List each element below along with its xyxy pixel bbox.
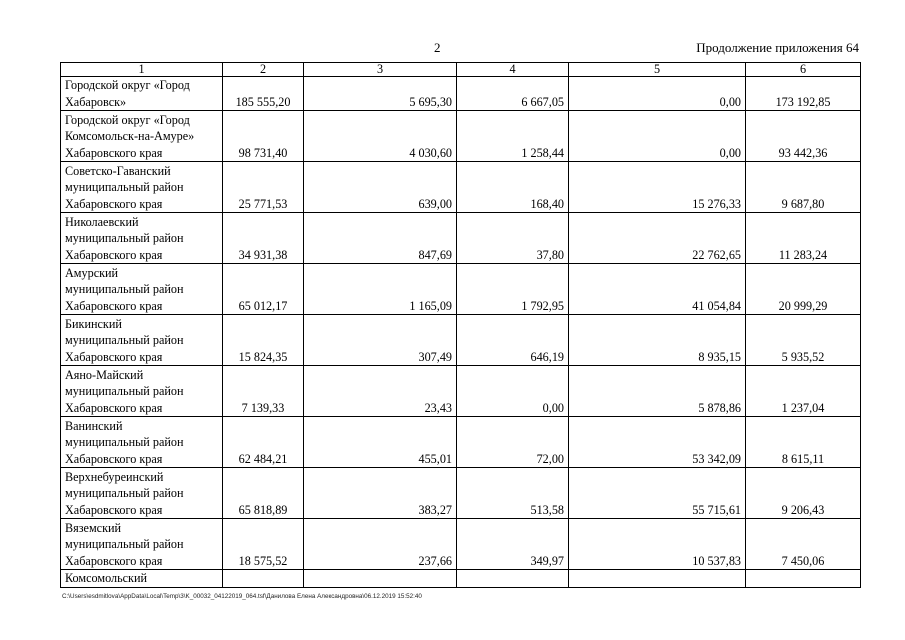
municipality-name-line: муниципальный район — [65, 486, 184, 500]
value-cell: 173 192,85 — [746, 77, 861, 111]
table-row — [61, 162, 861, 213]
municipality-name-line: Советско-Гаванский — [65, 163, 171, 178]
municipality-name-line: Хабаровского края — [65, 145, 163, 160]
table-row — [61, 111, 861, 162]
value-cell: 62 484,21 — [223, 417, 304, 468]
municipality-name-line: Амурский — [65, 265, 119, 280]
value-cell: 4 030,60 — [304, 111, 457, 162]
value-cell: 9 687,80 — [746, 162, 861, 213]
column-header: 3 — [304, 63, 457, 77]
value-cell: 0,00 — [457, 366, 569, 417]
value-cell: 383,27 — [304, 468, 457, 519]
value-cell: 98 731,40 — [223, 111, 304, 162]
municipality-name-line: Городской округ «Город — [65, 112, 190, 127]
table-row — [61, 417, 861, 468]
value-cell: 72,00 — [457, 417, 569, 468]
value-cell: 847,69 — [304, 213, 457, 264]
value-cell: 7 139,33 — [223, 366, 304, 417]
municipality-name-line: муниципальный район — [65, 282, 184, 296]
table-row — [61, 366, 861, 417]
continuation-label: Продолжение приложения 64 — [696, 40, 859, 55]
municipality-name-line: Хабаровск» — [65, 94, 127, 109]
value-cell: 20 999,29 — [746, 264, 861, 315]
municipality-name-cell — [61, 213, 223, 264]
value-cell: 455,01 — [304, 417, 457, 468]
value-cell: 646,19 — [457, 315, 569, 366]
value-cell: 6 667,05 — [457, 77, 569, 111]
municipality-name-cell — [61, 417, 223, 468]
value-cell: 168,40 — [457, 162, 569, 213]
municipality-name-line: Хабаровского края — [65, 553, 163, 568]
column-header: 4 — [457, 63, 569, 77]
table-row — [61, 264, 861, 315]
municipality-name-line: Хабаровского края — [65, 502, 163, 517]
table-row — [61, 77, 861, 111]
page-number: 2 — [434, 40, 441, 55]
value-cell: 18 575,52 — [223, 519, 304, 570]
empty-cell — [457, 570, 569, 588]
municipality-name-line: Комсомольск-на-Амуре» — [65, 129, 195, 143]
value-cell: 10 537,83 — [569, 519, 746, 570]
table-row — [61, 468, 861, 519]
municipality-name-line: Хабаровского края — [65, 400, 163, 415]
value-cell: 22 762,65 — [569, 213, 746, 264]
value-cell: 1 258,44 — [457, 111, 569, 162]
municipality-name-cell — [61, 315, 223, 366]
value-cell: 5 695,30 — [304, 77, 457, 111]
value-cell: 1 165,09 — [304, 264, 457, 315]
municipality-name-line: Николаевский — [65, 214, 139, 229]
value-cell: 8 935,15 — [569, 315, 746, 366]
municipality-name-line: Хабаровского края — [65, 247, 163, 262]
value-cell: 0,00 — [569, 77, 746, 111]
empty-cell — [223, 570, 304, 588]
value-cell: 5 935,52 — [746, 315, 861, 366]
municipality-name-cell — [61, 468, 223, 519]
column-header: 2 — [223, 63, 304, 77]
data-table — [60, 62, 861, 588]
value-cell: 23,43 — [304, 366, 457, 417]
empty-cell — [569, 570, 746, 588]
empty-cell — [746, 570, 861, 588]
municipality-name-cell — [61, 77, 223, 111]
municipality-name-line: Хабаровского края — [65, 298, 163, 313]
municipality-name-line: Ванинский — [65, 418, 123, 433]
table-row — [61, 519, 861, 570]
municipality-name-line: муниципальный район — [65, 180, 184, 194]
value-cell: 513,58 — [457, 468, 569, 519]
table-row — [61, 213, 861, 264]
value-cell: 9 206,43 — [746, 468, 861, 519]
value-cell: 1 792,95 — [457, 264, 569, 315]
value-cell: 93 442,36 — [746, 111, 861, 162]
municipality-name-line: муниципальный район — [65, 384, 184, 398]
municipality-name-line: Вяземский — [65, 520, 122, 535]
municipality-name-line: Городской округ «Город — [65, 78, 190, 92]
value-cell: 41 054,84 — [569, 264, 746, 315]
empty-cell — [304, 570, 457, 588]
municipality-name-line: муниципальный район — [65, 333, 184, 347]
column-header: 5 — [569, 63, 746, 77]
value-cell: 307,49 — [304, 315, 457, 366]
municipality-name-cell — [61, 111, 223, 162]
column-header: 6 — [746, 63, 861, 77]
value-cell: 349,97 — [457, 519, 569, 570]
municipality-name-cell: Комсомольский — [61, 570, 223, 588]
value-cell: 15 824,35 — [223, 315, 304, 366]
municipality-name-line: муниципальный район — [65, 435, 184, 449]
value-cell: 0,00 — [569, 111, 746, 162]
municipality-name-line: Верхнебуреинский — [65, 469, 164, 484]
column-header: 1 — [61, 63, 223, 77]
value-cell: 25 771,53 — [223, 162, 304, 213]
municipality-name-line: Хабаровского края — [65, 349, 163, 364]
municipality-name-line: муниципальный район — [65, 231, 184, 245]
value-cell: 237,66 — [304, 519, 457, 570]
municipality-name-cell — [61, 366, 223, 417]
table-row — [61, 570, 861, 588]
municipality-name-line: муниципальный район — [65, 537, 184, 551]
municipality-name-line: Хабаровского края — [65, 196, 163, 211]
value-cell: 1 237,04 — [746, 366, 861, 417]
value-cell: 65 012,17 — [223, 264, 304, 315]
municipality-name-line: Хабаровского края — [65, 451, 163, 466]
municipality-name-cell — [61, 264, 223, 315]
value-cell: 639,00 — [304, 162, 457, 213]
value-cell: 15 276,33 — [569, 162, 746, 213]
value-cell: 5 878,86 — [569, 366, 746, 417]
value-cell: 65 818,89 — [223, 468, 304, 519]
municipality-name-cell — [61, 162, 223, 213]
value-cell: 11 283,24 — [746, 213, 861, 264]
municipality-name-line: Бикинский — [65, 316, 122, 331]
value-cell: 53 342,09 — [569, 417, 746, 468]
table-row — [61, 315, 861, 366]
column-number-row — [61, 63, 861, 77]
value-cell: 37,80 — [457, 213, 569, 264]
value-cell: 34 931,38 — [223, 213, 304, 264]
municipality-name-cell — [61, 519, 223, 570]
municipality-name-line: Аяно-Майский — [65, 367, 144, 382]
value-cell: 8 615,11 — [746, 417, 861, 468]
file-path-footer: C:\Users\esdmitlova\AppData\Local\Temp\3\K_00032_04122019_064.tsf\Данилова Елена Александровна\06.12.2019 15:52:40 — [62, 593, 422, 600]
value-cell: 185 555,20 — [223, 77, 304, 111]
value-cell: 55 715,61 — [569, 468, 746, 519]
value-cell: 7 450,06 — [746, 519, 861, 570]
